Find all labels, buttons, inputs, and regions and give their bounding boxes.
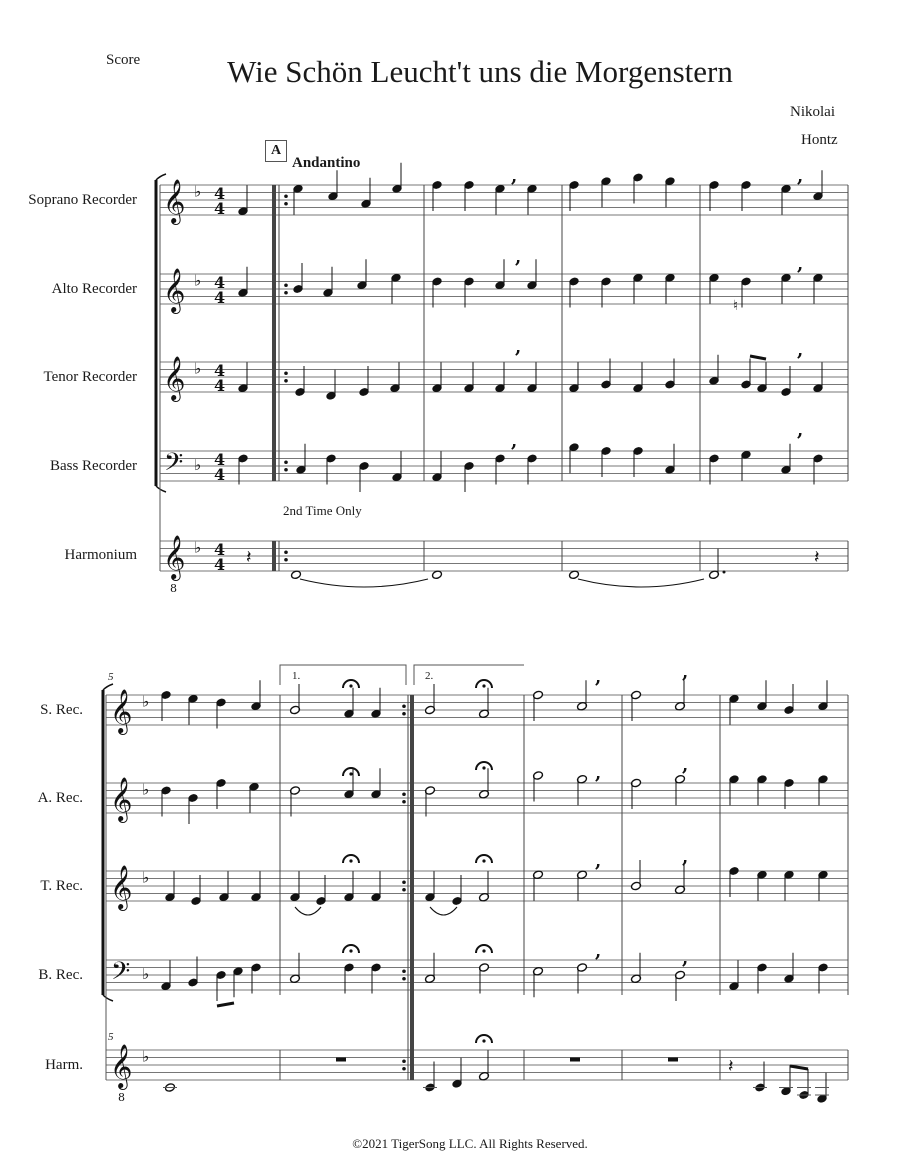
fermata-dot [349,772,352,775]
quarter-rest-icon: 𝄽 [246,547,252,568]
flat-icon: ♭ [142,965,150,983]
breath-mark-icon: , [682,755,689,776]
repeat-dot [402,800,406,804]
repeat-dot [284,550,288,554]
time-signature-denominator: 4 [214,555,226,574]
instrument-label-a-rec: A. Rec. [37,790,83,806]
volta-1-label: 1. [292,670,301,682]
volta-2-bracket [414,665,524,685]
bass-clef-icon: 𝄢 [164,448,184,483]
instrument-label-b-rec: B. Rec. [38,967,83,983]
fermata-dot [482,766,485,769]
instrument-label-tenor: Tenor Recorder [43,369,137,385]
fermata-dot [482,684,485,687]
repeat-dot [284,460,288,464]
breath-mark-icon: , [511,431,518,452]
score-label: Score [106,52,141,68]
tempo-marking: Andantino [292,155,361,171]
breath-mark-icon: , [797,420,804,441]
repeat-dot [402,1059,406,1063]
whole-rest-icon [336,1058,346,1062]
repeat-dot [284,194,288,198]
time-signature-denominator: 4 [214,199,226,218]
octave-8-marker: 8 [170,582,177,595]
breath-mark-icon: , [595,851,602,872]
fermata-dot [349,949,352,952]
repeat-dot [402,704,406,708]
whole-rest-icon [668,1058,678,1062]
measure-number-harm: 5 [108,1031,114,1043]
instrument-label-soprano: Soprano Recorder [28,192,137,208]
repeat-dot [402,888,406,892]
treble-clef-icon: 𝄞 [163,356,186,400]
treble-clef-icon: 𝄞 [163,179,186,223]
repeat-dot [284,283,288,287]
slur-tie [430,907,457,915]
beam [217,1003,234,1006]
instrument-label-alto: Alto Recorder [51,281,137,297]
time-signature-denominator: 4 [214,465,226,484]
fermata-dot [482,859,485,862]
copyright-notice: ©2021 TigerSong LLC. All Rights Reserved. [352,1136,588,1151]
time-signature-numerator: 4 [214,273,226,292]
breath-mark-icon: , [515,337,522,358]
slur-tie [578,579,704,587]
natural-icon: ♮ [733,298,739,314]
flat-icon: ♭ [194,359,202,378]
treble-clef-icon: 𝄞 [163,535,186,579]
volta-2-label: 2. [425,670,434,682]
slur-tie [295,907,321,915]
treble-clef-icon: 𝄞 [110,689,133,733]
fermata-dot [482,1039,485,1042]
octave-8-marker: 8 [118,1091,125,1104]
repeat-dot [402,880,406,884]
bass-clef-icon: 𝄢 [111,957,131,992]
fermata-dot [349,859,352,862]
repeat-dot [284,558,288,562]
breath-mark-icon: , [682,847,689,868]
breath-mark-icon: , [797,340,804,361]
time-signature-denominator: 4 [214,376,226,395]
breath-mark-icon: , [797,166,804,187]
repeat-dot [284,291,288,295]
treble-clef-icon: 𝄞 [163,268,186,312]
volta-1-bracket [280,665,406,685]
repeat-dot [284,371,288,375]
time-signature-numerator: 4 [214,184,226,203]
flat-icon: ♭ [142,1047,150,1066]
quarter-rest-icon: 𝄽 [728,1056,734,1077]
repeat-dot [402,792,406,796]
flat-icon: ♭ [194,456,202,474]
beam [750,356,766,359]
breath-mark-icon: , [682,662,689,683]
repeat-dot [402,977,406,981]
flat-icon: ♭ [194,271,202,290]
treble-clef-icon: 𝄞 [110,777,133,821]
treble-clef-icon: 𝄞 [110,1044,133,1088]
instrument-label-harm: Harm. [45,1057,83,1073]
bracket-bottom-hook [156,486,166,492]
breath-mark-icon: , [595,667,602,688]
composer-last-name: Hontz [801,132,838,148]
time-signature-numerator: 4 [214,361,226,380]
flat-icon: ♭ [142,868,150,887]
flat-icon: ♭ [194,182,202,201]
second-time-only-direction: 2nd Time Only [283,503,362,518]
fermata-dot [349,684,352,687]
time-signature-numerator: 4 [214,540,226,559]
instrument-label-t-rec: T. Rec. [40,878,83,894]
instrument-label-bass: Bass Recorder [49,458,137,474]
time-signature-denominator: 4 [214,288,226,307]
slur-tie [300,579,428,587]
whole-rest-icon [570,1058,580,1062]
rehearsal-mark: A [265,140,287,162]
beam [790,1066,808,1069]
breath-mark-icon: , [515,247,522,268]
composer-first-name: Nikolai [790,104,835,120]
repeat-dot [402,1067,406,1071]
bracket-bottom-hook [103,995,113,1001]
breath-mark-icon: , [511,166,518,187]
instrument-label-harmonium: Harmonium [64,547,137,563]
breath-mark-icon: , [797,254,804,275]
repeat-dot [284,202,288,206]
dotted-note-dot [723,571,726,574]
repeat-dot [284,468,288,472]
repeat-dot [284,379,288,383]
piece-title: Wie Schön Leucht't uns die Morgenstern [227,54,733,89]
breath-mark-icon: , [682,948,689,969]
repeat-dot [402,969,406,973]
breath-mark-icon: , [595,941,602,962]
breath-mark-icon: , [595,763,602,784]
treble-clef-icon: 𝄞 [110,865,133,909]
fermata-dot [482,949,485,952]
repeat-dot [402,712,406,716]
flat-icon: ♭ [142,692,150,711]
time-signature-numerator: 4 [214,450,226,469]
quarter-rest-icon: 𝄽 [814,547,820,568]
instrument-label-s-rec: S. Rec. [40,702,83,718]
flat-icon: ♭ [142,780,150,799]
flat-icon: ♭ [194,538,202,557]
measure-number: 5 [108,671,114,683]
